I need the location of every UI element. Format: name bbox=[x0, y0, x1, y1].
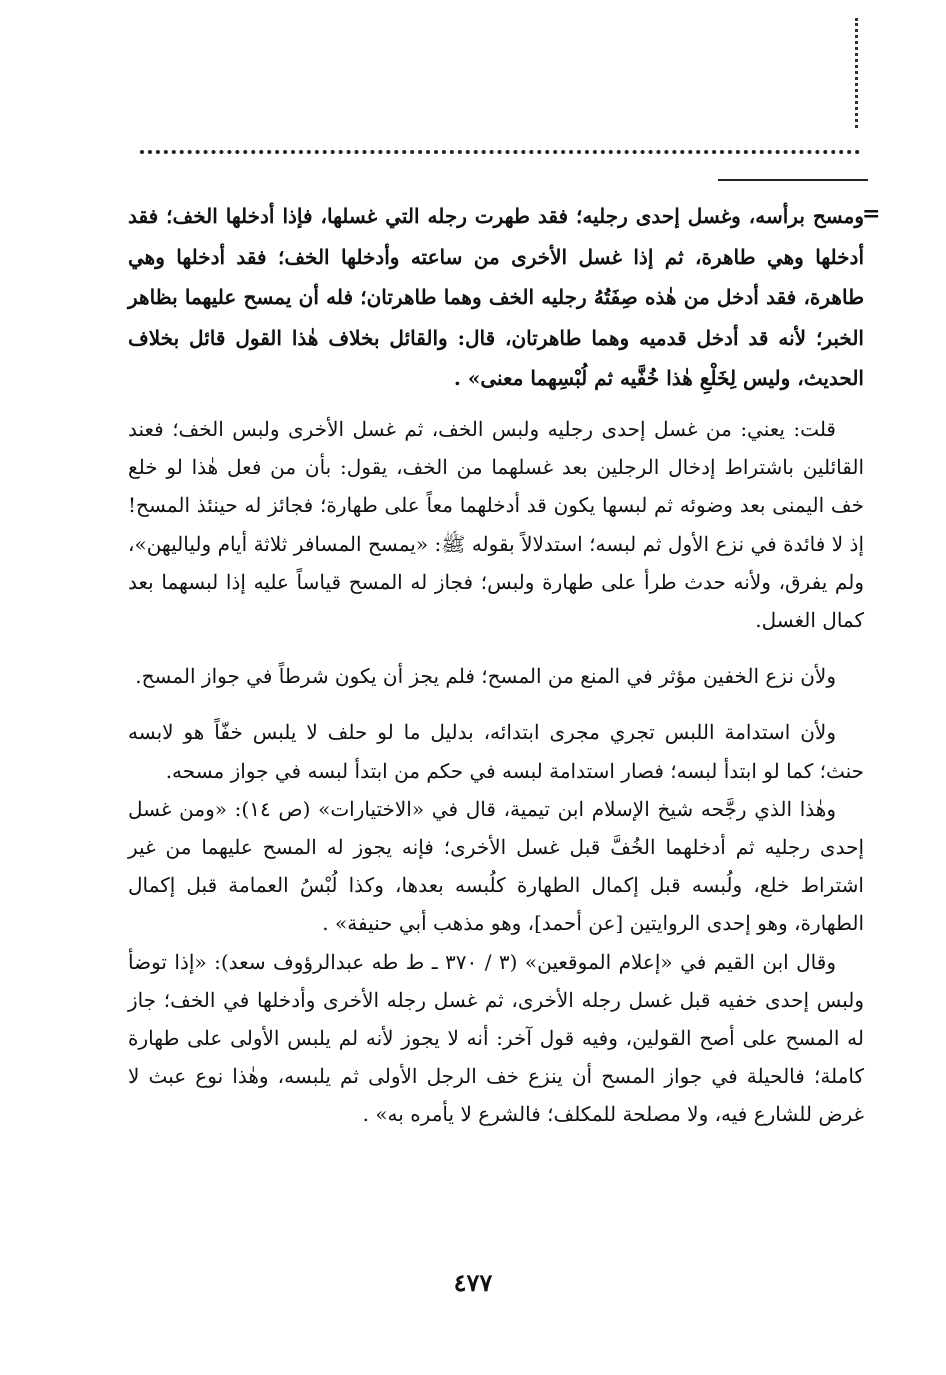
footnote-paragraph: ومسح برأسه، وغسل إحدى رجليه؛ فقد طهرت رجله التي غسلها، فإذا أدخلها الخف؛ فقد أدخلها وهي طاهرة، ثم إذا غسل الأخرى من ساعته وأدخلها الخف؛ فقد أدخلها وهي طاهرة، فقد أدخل من هٰذه صِفَتُهُ رجليه الخف وهما طاهرتان؛ فله أن يمسح عليهما بظاهر الخبر؛ لأنه قد أدخل قدميه وهما طاهرتان، قال: والقائل بخلاف هٰذا القول قائل بخلاف الحديث، وليس لِخَلْعِ هٰذا خُفَّيه ثم لُبْسِهما معنى» . bbox=[128, 204, 864, 390]
margin-dotted-line bbox=[851, 18, 858, 128]
footnote-rule bbox=[718, 179, 868, 181]
paragraph-1: قلت: يعني: من غسل إحدى رجليه ولبس الخف، ثم غسل الأخرى ولبس الخف؛ فعند القائلين باشتراط إدخال الرجلين بعد غسلهما من الخف، يقول: بأن من فعل هٰذا لو خلع خف اليمنى بعد وضوئه ثم لبسها يكون قد أدخلهما معاً على طهارة؛ فجائز له حينئذ المسح! إذ لا فائدة في نزع الأول ثم لبسه؛ استدلالاً بقوله ﷺ: «يمسح المسافر ثلاثة أيام ولياليهن»، ولم يفرق، ولأنه حدث طرأ على طهارة ولبس؛ فجاز له المسح قياساً عليه إذا لبسهما بعد كمال الغسل. bbox=[128, 417, 864, 633]
main-text bbox=[128, 410, 864, 1134]
page-number: ٤٧٧ bbox=[453, 1268, 493, 1297]
paragraph-4: وهٰذا الذي رجَّحه شيخ الإسلام ابن تيمية، قال في «الاختيارات» (ص ١٤): «ومن غسل إحدى رجليه ثم أدخلهما الخُفَّ قبل غسل الأخرى؛ فإنه يجوز له المسح عليهما من غير اشتراط خلع، ولُبسه قبل إكمال الطهارة كلُبسه بعدها، وكذا لُبْسُ العمامة قبل إكمال الطهارة، وهو إحدى الروايتين [عن أحمد]، وهو مذهب أبي حنيفة» . bbox=[128, 796, 864, 936]
paragraph-5: وقال ابن القيم في «إعلام الموقعين» (٣ / ٣٧٠ ـ ط طه عبدالرؤوف سعد): «إذا توضأ ولبس إحدى خفيه قبل غسل رجله الأخرى، ثم غسل رجله الأخرى وأدخلها في الخف؛ جاز له المسح على أصح القولين، وفيه قول آخر: أنه لا يجوز لأنه لم يلبس الأولى على طهارة كاملة؛ فالحيلة في جواز المسح أن ينزع خف الرجل الأولى ثم يلبسه، وهٰذا نوع عبث لا غرض للشارع فيه، ولا مصلحة للمكلف؛ فالشرع لا يأمره به» . bbox=[128, 949, 864, 1127]
paragraph-3: ولأن استدامة اللبس تجري مجرى ابتدائه، بدليل ما لو حلف لا يلبس خفّاً هو لابسه حنث؛ كما لو ابتدأ لبسه؛ فصار استدامة لبسه في حكم من ابتدأ لبسه في جواز مسحه. bbox=[128, 720, 864, 783]
paragraph-2: ولأن نزع الخفين مؤثر في المنع من المسح؛ فلم يجز أن يكون شرطاً في جواز المسح. bbox=[135, 664, 836, 689]
footnote-continuation-mark: = bbox=[862, 201, 881, 227]
footnote-separator-dots bbox=[140, 150, 860, 158]
footnote-text bbox=[128, 196, 864, 399]
